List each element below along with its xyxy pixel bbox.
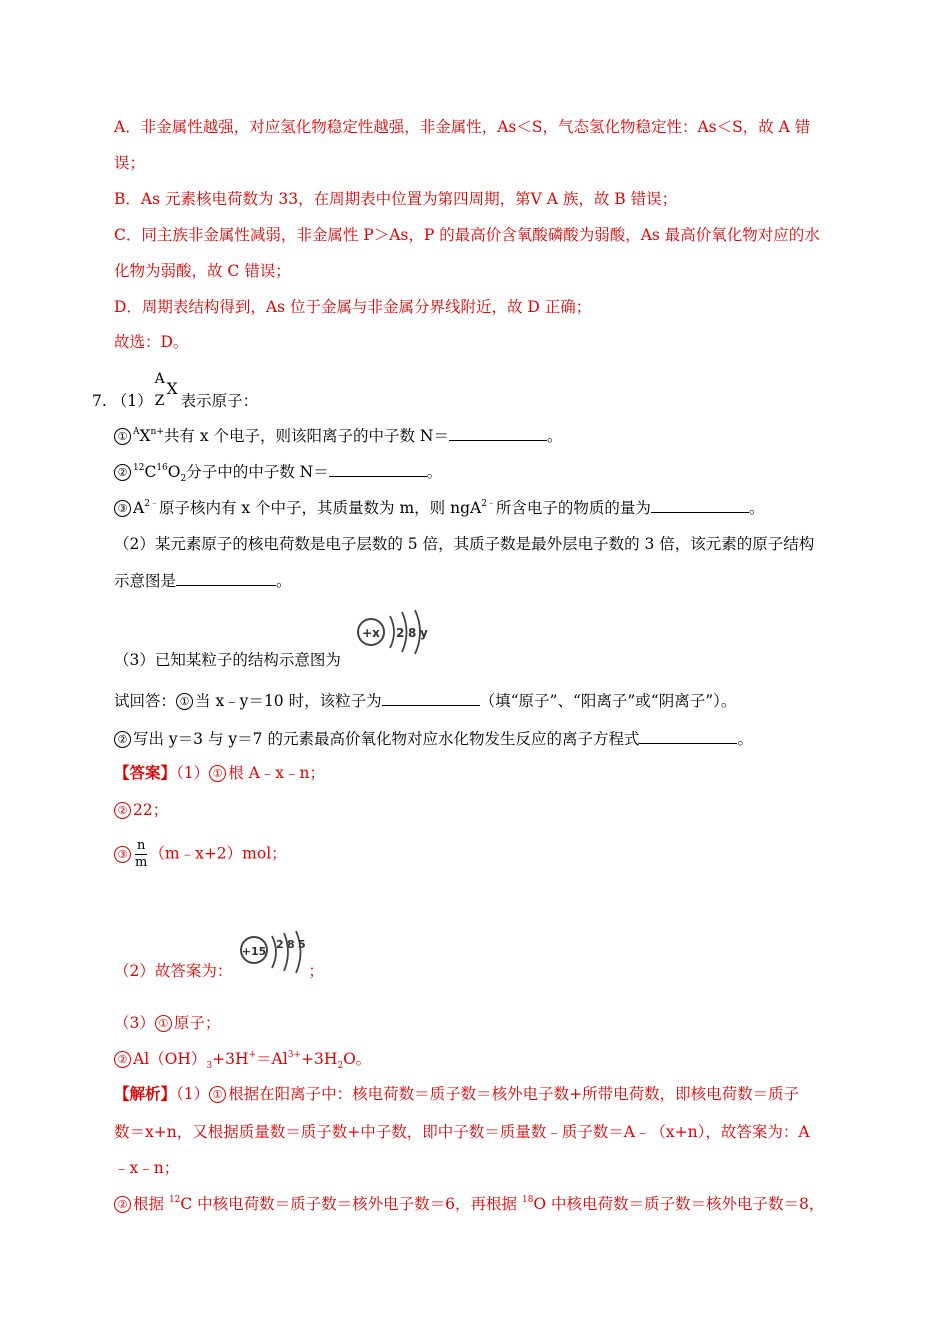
answer-part3 — [114, 1012, 220, 1034]
ion-x: X — [139, 427, 151, 445]
answer-blank[interactable] — [449, 426, 547, 441]
circle-number: ① — [114, 428, 131, 445]
sup-12: 12 — [133, 463, 145, 473]
sub-2: 2 — [180, 474, 187, 484]
option-c-explanation-line1: C．同主族非金属性减弱，非金属性 P＞As，P 的最高价含氧酸磷酸为弱酸，As 最高价氧化物对应的水 — [114, 226, 820, 244]
option-a-explanation-line2: 误； — [114, 154, 146, 172]
option-a-explanation-line1: A．非金属性越强，对应氢化物稳定性越强，非金属性，As＜S，气态氢化物稳定性：As＜S，故 A 错 — [114, 118, 811, 136]
answer-part1-prefix: （1） — [176, 764, 210, 782]
question-number: 7. — [92, 392, 107, 410]
analysis-line4 — [114, 1193, 824, 1215]
circle-number: ① — [155, 1015, 172, 1032]
nucleus-charge: +15 — [241, 945, 267, 958]
analysis-prefix: （1） — [176, 1085, 210, 1103]
circle-number: ③ — [114, 500, 131, 517]
analysis-line2: 数＝x+n，又根据质量数＝质子数+中子数，即中子数＝质量数﹣质子数＝A﹣（x+n），故答案为：A — [114, 1123, 810, 1141]
circle-number: ① — [209, 765, 226, 782]
nuclide-mass-number: A — [154, 371, 165, 387]
particle-structure-diagram — [354, 608, 434, 658]
eq-sub-3: 3 — [206, 1061, 213, 1071]
ion-a: A — [133, 499, 145, 517]
sup-18: 18 — [521, 1195, 534, 1205]
sup-2-minus: 2﹣ — [144, 499, 159, 509]
answer-blank[interactable] — [176, 571, 276, 586]
answer-blank[interactable] — [382, 691, 480, 706]
option-b-explanation: B．As 元素核电荷数为 33，在周期表中位置为第四周期，第Ⅴ A 族，故 B 错误； — [114, 190, 678, 208]
q7-sub3 — [114, 497, 764, 519]
circle-number: ② — [114, 1051, 131, 1068]
fraction-numerator: n — [137, 838, 146, 853]
answer-blank[interactable] — [329, 462, 427, 477]
part2-text: 示意图是 — [114, 572, 177, 590]
eq-sup-3plus: 3+ — [287, 1050, 301, 1060]
period: 。 — [276, 572, 292, 590]
analysis-line1 — [114, 1083, 799, 1105]
answer-1-3: （m﹣x+2）mol； — [149, 844, 287, 863]
answer-part2-text: （2）故答案为： — [114, 962, 233, 980]
q7-ask2 — [114, 728, 753, 750]
answer-line2 — [114, 799, 168, 821]
circle-number: ② — [114, 731, 131, 748]
sub3-text: 原子核内有 x 个中子，其质量数为 m，则 ngA — [158, 499, 482, 517]
q7-part2-line1: （2）某元素原子的核电荷数是电子层数的 5 倍，其质子数是最外层电子数的 3 倍，该元素的原子结构 — [114, 535, 815, 553]
part1-prefix: （1） — [111, 392, 153, 410]
shell-2-electrons: 8 — [287, 938, 295, 951]
sup-12: 12 — [168, 1195, 181, 1205]
conclusion: 故选：D。 — [114, 333, 189, 351]
analysis-4a: 根据 — [133, 1195, 169, 1213]
sub3-text2: 所含电子的物质的量为 — [495, 499, 651, 517]
ask2-text: 写出 y＝3 与 y＝7 的元素最高价氧化物对应水化物发生反应的离子方程式 — [133, 730, 640, 748]
circle-number: ③ — [114, 846, 131, 863]
eq-sup-plus: + — [248, 1050, 257, 1060]
answer-line1 — [114, 762, 325, 784]
analysis-text-1: 根据在阳离子中：核电荷数＝质子数＝核外电子数+所带电荷数，即核电荷数＝质子 — [228, 1085, 800, 1103]
circle-number: ① — [209, 1086, 226, 1103]
answer-equation — [114, 1048, 371, 1070]
nuclide-atomic-number: Z — [154, 393, 165, 409]
shell-1-electrons: 2 — [276, 938, 284, 951]
period: 。 — [546, 427, 563, 445]
eq-sub-2: 2 — [337, 1061, 344, 1071]
eq-al: ＝Al — [256, 1050, 288, 1068]
answer-blank[interactable] — [651, 498, 749, 513]
shell-3-electrons: 5 — [298, 938, 306, 951]
q7-sub1 — [114, 425, 563, 447]
shell-2-electrons: 8 — [408, 626, 417, 640]
period: 。 — [737, 730, 753, 748]
semicolon: ； — [308, 962, 324, 980]
answer-1-2: 22； — [133, 801, 169, 819]
circle-number: ① — [176, 693, 193, 710]
part1-suffix: 表示原子： — [180, 392, 259, 410]
analysis-4b: C 中核电荷数＝质子数＝核外电子数＝6，再根据 — [180, 1195, 522, 1213]
circle-number: ② — [114, 802, 131, 819]
shell-1-electrons: 2 — [396, 626, 405, 640]
sub1-text: 共有 x 个电子，则该阳离子的中子数 N＝ — [163, 427, 449, 445]
answer-line3 — [114, 838, 287, 871]
sup-n: n+ — [150, 427, 164, 437]
analysis-4c: O 中核电荷数＝质子数＝核外电子数＝8， — [533, 1195, 825, 1213]
sup-16: 16 — [156, 463, 168, 473]
fraction-n-over-m — [135, 838, 147, 871]
sup-2-minus: 2﹣ — [481, 499, 496, 509]
nucleus-charge: +x — [362, 626, 380, 640]
circle-number: ② — [114, 1196, 131, 1213]
sup-a: A — [133, 427, 140, 437]
nuclide-element: X — [166, 380, 178, 398]
ask1-hint: （填“原子”、“阳离子”或“阴离子”）。 — [479, 692, 737, 710]
fraction-denominator: m — [135, 855, 148, 870]
answer-3-1: 原子； — [173, 1014, 221, 1032]
option-d-explanation: D．周期表结构得到，As 位于金属与非金属分界线附近，故 D 正确； — [114, 298, 592, 316]
analysis-line3: ﹣x﹣n； — [114, 1159, 180, 1177]
nuclide-symbol — [153, 371, 181, 420]
answer-label: 【答案】 — [114, 763, 177, 782]
element-c: C — [144, 463, 157, 481]
q7-part2-line2 — [114, 570, 292, 592]
q7-part3: （3）已知某粒子的结构示意图为 — [114, 651, 341, 669]
circle-number: ② — [114, 464, 131, 481]
eq-3h: +3H — [212, 1050, 249, 1068]
phosphorus-structure-diagram — [238, 928, 308, 976]
question-7-intro — [92, 371, 259, 420]
q7-sub2 — [114, 461, 442, 483]
answer-1-1: 根 A﹣x﹣n； — [228, 764, 325, 782]
period: 。 — [748, 499, 765, 517]
q7-ask1 — [114, 690, 736, 712]
shell-3-electrons: y — [420, 626, 428, 640]
eq-aloh: Al（OH） — [133, 1050, 207, 1068]
ask1-text: 当 x﹣y＝10 时，该粒子为 — [195, 692, 382, 710]
eq-o: O。 — [343, 1050, 372, 1068]
element-o: O — [167, 463, 181, 481]
shell-arc — [390, 616, 394, 648]
answer-blank[interactable] — [639, 729, 737, 744]
answer-part3-prefix: （3） — [114, 1014, 155, 1032]
eq-3h2: +3H — [300, 1050, 338, 1068]
option-c-explanation-line2: 化物为弱酸，故 C 错误； — [114, 262, 291, 280]
analysis-label: 【解析】 — [114, 1084, 177, 1103]
ask-prefix: 试回答： — [114, 692, 177, 710]
sub2-text: 分子中的中子数 N＝ — [186, 463, 329, 481]
period: 。 — [426, 463, 443, 481]
